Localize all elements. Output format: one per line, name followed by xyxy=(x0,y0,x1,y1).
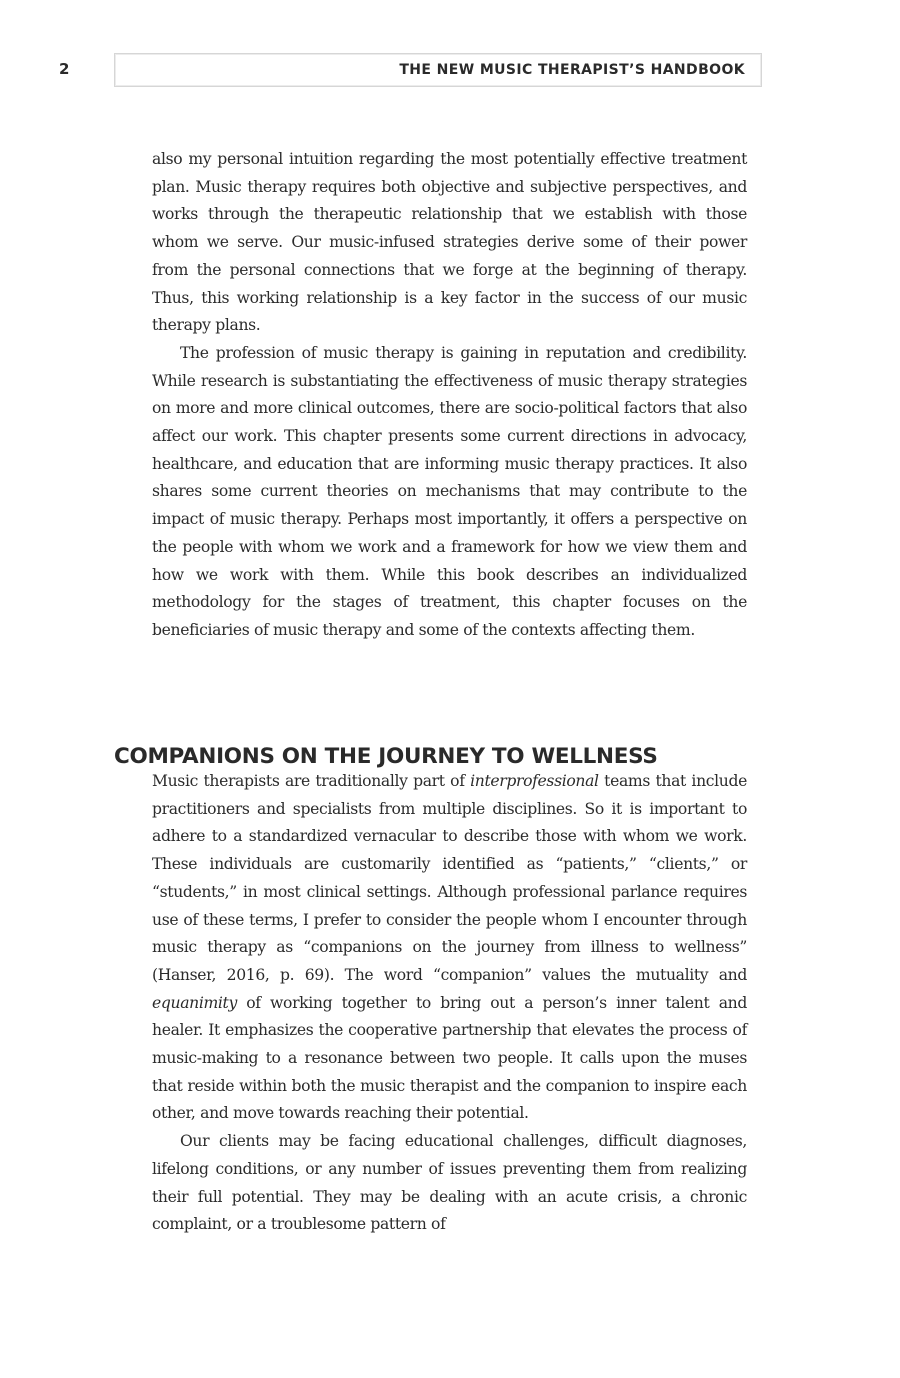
paragraph-clients: Our clients may be facing educational challenges, difficult diagnoses, lifelong conditions, or any number of issues preventing them from realizing their full potential. They may be dealing with an acute crisis, a chronic complaint, or a troublesome pattern of xyxy=(152,1132,747,1234)
running-header-box xyxy=(114,53,762,87)
body-text-section xyxy=(152,768,747,1239)
paragraph-companions-text-3: of working together to bring out a person’s inner talent and healer. It emphasizes the cooperative partnership that elevates the process of music-making to a resonance between two people. It calls upon the muses that reside within both the music therapist and the companion to inspire each other, and move towards reaching their potential. xyxy=(152,993,747,1123)
body-text-top xyxy=(152,146,747,645)
paragraph-companions xyxy=(152,768,747,1128)
paragraph-companions-text-1: Music therapists are traditionally part of xyxy=(152,772,471,790)
paragraph-continued: also my personal intuition regarding the most potentially effective treatment plan. Music therapy requires both objective and subjective perspectives, and works through the therapeutic relationship that we establish with those whom we serve. Our music-infused strategies derive some of their power from the personal connections that we forge at the beginning of therapy. Thus, this working relationship is a key factor in the success of our music therapy plans. xyxy=(152,150,747,335)
emphasis-equanimity: equanimity xyxy=(152,993,237,1012)
paragraph-profession: The profession of music therapy is gaining in reputation and credibility. While research is substantiating the effectiveness of music therapy strategies on more and more clinical outcomes, there are socio-political factors that also affect our work. This chapter presents some current directions in advocacy, healthcare, and education that are informing music therapy practices. It also shares some current theories on mechanisms that may contribute to the impact of music therapy. Perhaps most importantly, it offers a perspective on the people with whom we work and a framework for how we view them and how we work with them. While this book describes an individualized methodology for the stages of treatment, this chapter focuses on the beneficiaries of music therapy and some of the contexts affecting them. xyxy=(152,343,747,639)
running-header-title: THE NEW MUSIC THERAPIST’S HANDBOOK xyxy=(399,62,745,78)
emphasis-interprofessional: interprofessional xyxy=(470,772,599,790)
page-number: 2 xyxy=(59,60,70,78)
section-heading: COMPANIONS ON THE JOURNEY TO WELLNESS xyxy=(114,743,658,769)
paragraph-companions-text-2: teams that include practitioners and specialists from multiple disciplines. So it is important to adhere to a standardized vernacular to describe those with whom we work. These individuals are customarily identified as “patients,” “clients,” or “students,” in most clinical settings. Although professional parlance requires use of these terms, I prefer to consider the people whom I encounter through music therapy as “companions on the journey from illness to wellness” (Hanser, 2016, p. 69). The word “companion” values the mutuality and xyxy=(152,772,747,984)
